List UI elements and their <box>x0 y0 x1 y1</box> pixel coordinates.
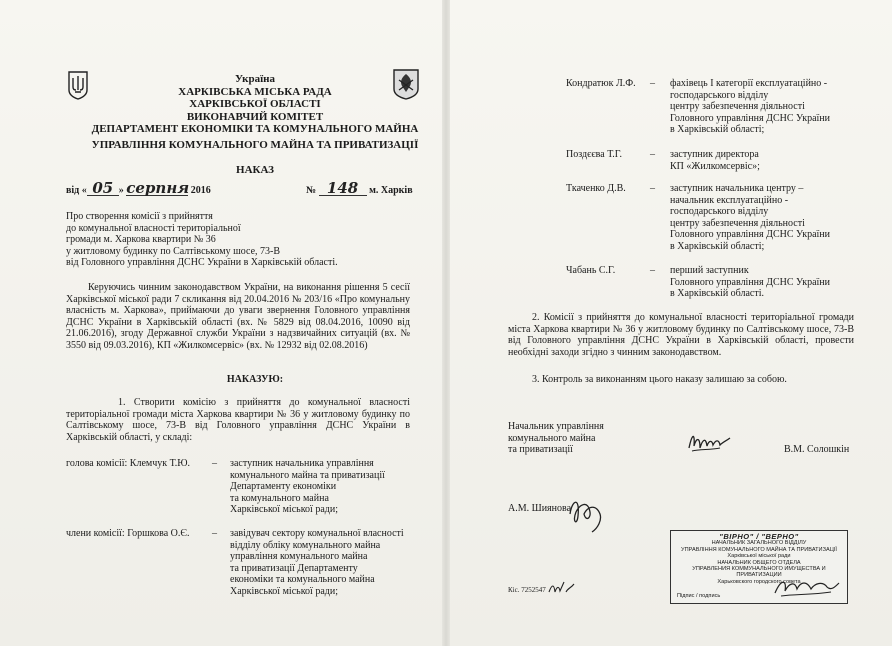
position-line: перший заступник <box>670 265 749 276</box>
member-pozdeeva-position <box>670 149 760 172</box>
order-city: м. Харків <box>369 185 413 196</box>
member-dash: – <box>212 528 217 539</box>
subject-line: до комунальної власності територіальної <box>66 222 241 234</box>
member-chair-role: голова комісії: Клемчук Т.Ю. <box>66 458 190 469</box>
approver-signature-icon <box>566 492 606 541</box>
position-line: управління комунального майна <box>230 551 368 562</box>
member-dash: – <box>650 78 655 89</box>
order-day: 05 <box>87 183 119 196</box>
order-item-1: 1. Створити комісію з прийняття до комунальної власності територіальної громади міста Харкова квартири № 36 у житловому будинку по Салтівському шосе, 73-В від Головного управління ДСНС України в Харківській області, у складі: <box>66 397 410 443</box>
order-item-3: 3. Контроль за виконанням цього наказу залишаю за собою. <box>532 374 787 385</box>
signature-title-line: та приватизації <box>508 444 573 455</box>
member-kondratiuk-position <box>670 78 830 136</box>
stamp-title: "ВІРНО" / "ВЕРНО" <box>719 532 799 541</box>
member-dash: – <box>650 265 655 276</box>
subject-line: Про створення комісії з прийняття <box>66 211 213 222</box>
position-line: Харківської міської ради; <box>230 504 338 515</box>
signature-title-line: Начальник управління <box>508 421 604 432</box>
position-line: Департаменту економіки <box>230 481 337 492</box>
position-line: в Харківській області. <box>670 288 765 299</box>
stamp-sign-label: Підпис / подпись <box>677 592 721 599</box>
stamp-line: НАЧАЛЬНИК ЗАГАЛЬНОГО ВІДДІЛУ <box>711 540 807 547</box>
order-number: 148 <box>319 183 367 196</box>
order-item-2: 2. Комісії з прийняття до комунальної власності територіальної громади міста Харкова квартири № 36 у житловому будинку по Салтівському шосе, 73-В від Головного управління ДСНС України в Харківській області, провести необхідні заходи згідно з чинним законодавством. <box>508 312 854 358</box>
order-from-prefix: від « <box>66 185 87 196</box>
header-council: ХАРКІВСЬКА МІСЬКА РАДА <box>178 85 332 98</box>
position-line: Харківської міської ради; <box>230 585 338 597</box>
order-quote-close: » <box>118 185 124 196</box>
approver-name: А.М. Шиянова <box>508 503 572 514</box>
position-line: господарського відділу <box>670 89 769 101</box>
position-line: заступник директора <box>670 149 759 160</box>
member-dash: – <box>212 458 217 469</box>
position-line: фахівець І категорії експлуатаційно - <box>670 78 828 89</box>
position-line: Головного управління ДСНС України <box>670 229 830 240</box>
signature-title-line: комунального майна <box>508 432 596 444</box>
member-chair-position <box>230 458 385 516</box>
header-country: Україна <box>234 73 276 85</box>
order-subject <box>66 211 338 269</box>
footer-initials-icon <box>546 578 576 603</box>
position-line: відділу обліку комунального майна <box>230 539 381 551</box>
member-chaban-position <box>670 265 830 300</box>
position-line: начальник експлуатаційно - <box>670 194 789 206</box>
preamble-paragraph: Керуючись чинним законодавством України, на виконання рішення 5 сесії Харківської міської ради 7 скликання від 20.04.2016 № 203/16 «Про комунальну власність м. Харкова», приймаючи до уваги звернення Головного управління ДСНС України в Харківській області (вх. № 5829 від 08.04.2016, 10090 від 21.06.2016), згоду Державної служби України з надзвичайних ситуацій (вх. № 3550 від 09.03.2016), КП «Жилкомсервіс» (вх. № 12932 від 02.08.2016) <box>66 282 410 351</box>
position-line: господарського відділу <box>670 206 769 217</box>
member-tkachenko-position <box>670 183 830 252</box>
member-gorshkova-role: члени комісії: Горшкова О.Є. <box>66 528 190 539</box>
header-committee: ВИКОНАВЧИЙ КОМІТЕТ <box>186 110 324 123</box>
position-line: в Харківській області; <box>670 124 765 135</box>
member-chaban-name: Чабань С.Г. <box>566 265 616 276</box>
stamp-line: Харківської міської ради <box>727 553 791 560</box>
position-line: комунального майна та приватизації <box>230 469 385 481</box>
stamp-line: Харьковского городского совета <box>717 578 801 585</box>
certified-copy-stamp <box>670 530 848 604</box>
order-month: серпня <box>126 179 190 197</box>
position-line: центру забезпечення діяльності <box>670 101 805 112</box>
header-department: ДЕПАРТАМЕНТ ЕКОНОМІКИ ТА КОМУНАЛЬНОГО МАЙНА <box>91 123 419 135</box>
position-line: Головного управління ДСНС України <box>670 276 830 288</box>
member-pozdeeva-name: Поздєєва Т.Г. <box>566 149 622 160</box>
position-line: та приватизації Департаменту <box>230 562 358 574</box>
position-line: завідувач сектору комунальної власності <box>230 528 404 539</box>
member-dash: – <box>650 183 655 194</box>
position-line: економіки та комунального майна <box>230 574 375 585</box>
member-kondratiuk-name: Кондратюк Л.Ф. <box>566 78 636 89</box>
order-number-line <box>306 179 413 197</box>
header-region: ХАРКІВСЬКОЇ ОБЛАСТІ <box>189 98 321 110</box>
position-line: та комунального майна <box>230 492 329 504</box>
member-tkachenko-name: Ткаченко Д.В. <box>566 183 626 194</box>
signatory-name: В.М. Солошкін <box>784 444 850 455</box>
order-number-sign: № <box>306 185 317 196</box>
footer-reference: Кіс. 7252547 <box>508 586 546 594</box>
stamp-line: УПРАВЛІННЯ КОМУНАЛЬНОГО МАЙНА ТА ПРИВАТИЗАЦІЇ <box>681 546 837 553</box>
member-gorshkova-position <box>230 528 404 597</box>
stamp-line: УПРАВЛЕНИЯ КОММУНАЛЬНОГО ИМУЩЕСТВА И ПРИВАТИЗАЦИИ <box>692 566 826 579</box>
position-line: заступник начальника центру – <box>670 183 804 194</box>
position-line: заступник начальника управління <box>230 458 374 469</box>
subject-line: громади м. Харкова квартири № 36 <box>66 234 216 245</box>
document-type: НАКАЗ <box>236 164 274 176</box>
subject-line: від Головного управління ДСНС України в Харківській області. <box>66 257 338 268</box>
handwritten-signature-icon <box>686 428 732 461</box>
signature-title <box>508 421 604 456</box>
position-line: КП «Жилкомсервіс»; <box>670 160 760 172</box>
header-directorate: УПРАВЛІННЯ КОМУНАЛЬНОГО МАЙНА ТА ПРИВАТИЗАЦІЇ <box>91 139 419 151</box>
orders-heading: НАКАЗУЮ: <box>226 374 284 385</box>
position-line: центру забезпечення діяльності <box>670 217 805 229</box>
member-dash: – <box>650 149 655 160</box>
order-year: 2016 <box>190 185 211 196</box>
stamp-signature-icon <box>771 575 841 601</box>
stamp-line: НАЧАЛЬНИК ОБЩЕГО ОТДЕЛА <box>717 559 801 566</box>
subject-line: у житловому будинку по Салтівському шосе, 73-В <box>66 245 281 257</box>
position-line: Головного управління ДСНС України <box>670 112 830 124</box>
position-line: в Харківській області; <box>670 240 765 252</box>
